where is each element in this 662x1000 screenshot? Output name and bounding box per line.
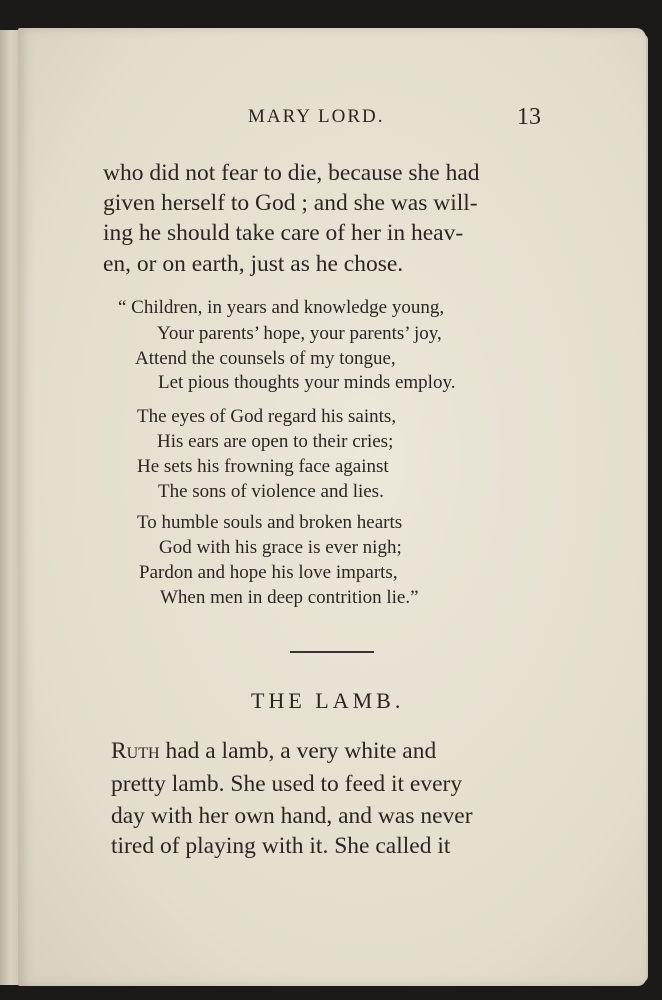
paragraph-line-rest: had a lamb, a very white and — [159, 738, 437, 764]
paragraph-line: given herself to God ; and she was will- — [103, 190, 478, 216]
verse-line: To humble souls and broken hearts — [137, 512, 403, 533]
verse-line: Pardon and hope his love imparts, — [139, 562, 398, 583]
verse-line: His ears are open to their cries; — [157, 431, 394, 452]
paragraph-line: ing he should take care of her in heav- — [103, 220, 464, 246]
paragraph-line: day with her own hand, and was never — [111, 803, 473, 829]
paragraph-line: pretty lamb. She used to feed it every — [111, 771, 463, 797]
verse-line: “ Children, in years and knowledge young, — [118, 297, 445, 318]
drop-word: Ruth — [111, 738, 160, 764]
paragraph-line — [111, 738, 436, 765]
running-title: MARY LORD. — [248, 106, 385, 127]
verse-line: The eyes of God regard his saints, — [137, 406, 397, 427]
verse-line: When men in deep contrition lie.” — [160, 587, 419, 608]
section-divider — [290, 651, 374, 653]
verse-line: God with his grace is ever nigh; — [159, 537, 402, 558]
verse-line: Attend the counsels of my tongue, — [135, 348, 396, 369]
paragraph-line: who did not fear to die, because she had — [103, 160, 480, 186]
paragraph-line: tired of playing with it. She called it — [111, 833, 451, 859]
verse-line: Let pious thoughts your minds employ. — [158, 372, 456, 393]
previous-page-edge — [0, 30, 18, 985]
verse-line: He sets his frowning face against — [137, 456, 389, 477]
verse-line: The sons of violence and lies. — [158, 481, 384, 502]
section-title: THE LAMB. — [251, 688, 405, 713]
page-number: 13 — [517, 104, 541, 130]
paragraph-line: en, or on earth, just as he chose. — [103, 251, 404, 277]
verse-line: Your parents’ hope, your parents’ joy, — [157, 323, 442, 344]
